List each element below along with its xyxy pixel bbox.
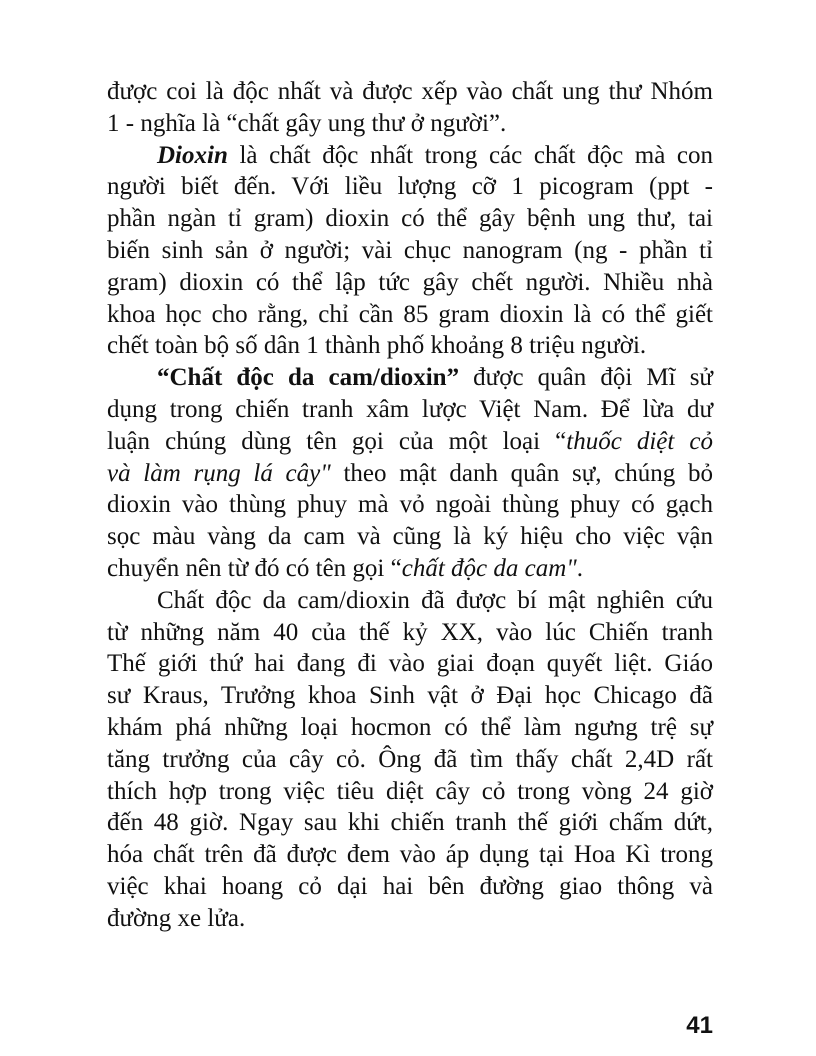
text-run: theo mật danh quân sự, chúng bỏ: [330, 459, 713, 487]
text-run: .: [576, 554, 584, 582]
text-line: [107, 712, 713, 744]
text-line: [107, 140, 713, 172]
text-line: [107, 680, 713, 712]
text-line: [107, 871, 713, 903]
text-line: [107, 171, 713, 203]
text-run: Chất độc da cam/dioxin đã được bí mật nghiên cứu: [157, 586, 713, 614]
text-line: [107, 776, 713, 808]
text-line: [107, 426, 713, 458]
text-line: [107, 203, 713, 235]
text-line: [107, 839, 713, 871]
text-run: dụng trong chiến tranh xâm lược Việt Nam. Để lừa dư: [107, 395, 713, 423]
text-run: người biết đến. Với liều lượng cỡ 1 picogram (ppt -: [107, 173, 713, 201]
text-run: được coi là độc nhất và được xếp vào chất ung thư Nhóm: [107, 78, 713, 105]
text-line: [107, 362, 713, 394]
text-run: sọc màu vàng da cam và cũng là ký hiệu cho việc vận: [107, 523, 713, 551]
text-line: [107, 648, 713, 680]
text-run: việc khai hoang cỏ dại hai bên đường giao thông và: [107, 872, 713, 900]
text-line: [107, 553, 713, 585]
text-line: [107, 903, 713, 935]
text-run: dioxin vào thùng phuy mà vỏ ngoài thùng phuy có gạch: [107, 491, 713, 519]
text-run: luận chúng dùng tên gọi của một loại “: [107, 427, 567, 455]
text-run: chuyển nên từ đó có tên gọi “: [107, 554, 402, 582]
text-run: khoa học cho rằng, chỉ cần 85 gram dioxin là có thể giết: [107, 300, 713, 328]
emphasized-text: “Chất độc da cam/dioxin”: [157, 364, 460, 392]
text-line: [107, 299, 713, 331]
text-run: phần ngàn tỉ gram) dioxin có thể gây bệnh ung thư, tai: [107, 205, 713, 233]
body-text: [107, 76, 713, 935]
text-line: [107, 458, 713, 490]
text-run: thích hợp trong việc tiêu diệt cây cỏ trong vòng 24 giờ: [107, 777, 713, 805]
text-run: 1 - nghĩa là “chất gây ung thư ở người”.: [107, 109, 507, 137]
text-line: [107, 267, 713, 299]
paragraph: [107, 76, 713, 140]
text-line: [107, 394, 713, 426]
text-line: [107, 744, 713, 776]
text-line: [107, 76, 713, 108]
text-run: sư Kraus, Trưởng khoa Sinh vật ở Đại học Chicago đã: [107, 682, 713, 710]
emphasized-text: và làm rụng lá cây": [107, 459, 331, 487]
emphasized-text: thuốc diệt cỏ: [566, 427, 713, 455]
text-run: chết toàn bộ số dân 1 thành phố khoảng 8 triệu người.: [107, 332, 647, 360]
text-line: [107, 521, 713, 553]
text-line: [107, 585, 713, 617]
text-line: [107, 108, 713, 140]
text-run: từ những năm 40 của thế kỷ XX, vào lúc Chiến tranh: [107, 618, 713, 646]
text-run: hóa chất trên đã được đem vào áp dụng tại Hoa Kì trong: [107, 841, 713, 869]
text-run: gram) dioxin có thể lập tức gây chết người. Nhiều nhà: [107, 268, 713, 296]
text-run: đường xe lửa.: [107, 904, 246, 932]
emphasized-text: Dioxin: [157, 141, 228, 169]
text-line: [107, 330, 713, 362]
text-line: [107, 235, 713, 267]
text-run: là chất độc nhất trong các chất độc mà con: [227, 141, 713, 169]
text-line: [107, 489, 713, 521]
text-run: được quân đội Mĩ sử: [459, 364, 713, 392]
text-line: [107, 617, 713, 649]
text-run: Thế giới thứ hai đang đi vào giai đoạn quyết liệt. Giáo: [107, 650, 713, 678]
paragraph: [107, 362, 713, 585]
paragraph: [107, 585, 713, 935]
text-run: biến sinh sản ở người; vài chục nanogram (ng - phần tỉ: [107, 236, 713, 264]
page-number: 41: [686, 1012, 713, 1039]
text-run: tăng trưởng của cây cỏ. Ông đã tìm thấy chất 2,4D rất: [107, 745, 713, 773]
text-run: khám phá những loại hocmon có thể làm ngưng trệ sự: [107, 713, 713, 741]
text-run: đến 48 giờ. Ngay sau khi chiến tranh thế giới chấm dứt,: [107, 809, 713, 837]
text-line: [107, 807, 713, 839]
paragraph: [107, 140, 713, 363]
emphasized-text: chất độc da cam": [401, 554, 577, 582]
